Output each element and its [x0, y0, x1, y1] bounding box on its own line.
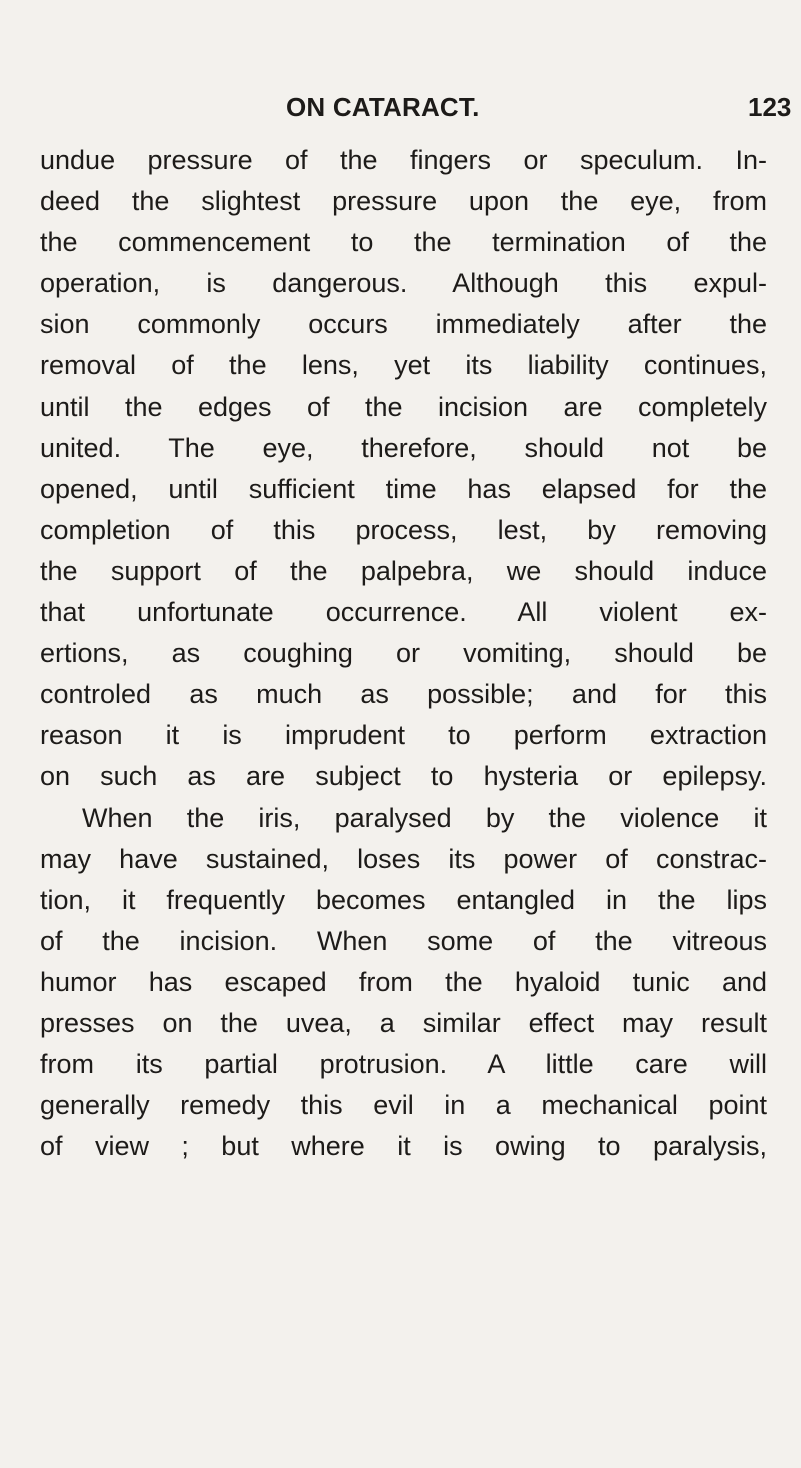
text-line: deed the slightest pressure upon the eye, from: [40, 186, 767, 217]
text-line: of view ; but where it is owing to paralysis,: [40, 1131, 767, 1162]
text-line: that unfortunate occurrence. All violent ex-: [40, 597, 767, 628]
text-line: generally remedy this evil in a mechanical point: [40, 1090, 767, 1121]
text-line: undue pressure of the fingers or speculum. In-: [40, 145, 767, 175]
text-line: may have sustained, loses its power of constrac-: [40, 843, 767, 874]
text-line: united. The eye, therefore, should not be: [40, 432, 767, 463]
text-line: from its partial protrusion. A little care will: [40, 1049, 767, 1080]
text-line: sion commonly occurs immediately after the: [40, 309, 767, 340]
text-line: tion, it frequently becomes entangled in the lips: [40, 884, 767, 915]
text-line: of the incision. When some of the vitreous: [40, 925, 767, 956]
page-number: 123: [748, 92, 792, 122]
text-line: humor has escaped from the hyaloid tunic and: [40, 966, 767, 997]
text-line: opened, until sufficient time has elapsed for the: [40, 473, 767, 504]
text-line: until the edges of the incision are completely: [40, 391, 767, 422]
running-title: ON CATARACT.: [286, 92, 480, 122]
text-line: reason it is imprudent to perform extraction: [40, 720, 767, 751]
text-line: removal of the lens, yet its liability continues,: [40, 350, 767, 381]
text-line: completion of this process, lest, by removing: [40, 514, 767, 545]
text-line: on such as are subject to hysteria or epilepsy.: [40, 761, 767, 792]
text-line: operation, is dangerous. Although this expul-: [40, 268, 767, 299]
paragraph-start-line: When the iris, paralysed by the violence it: [82, 802, 767, 833]
text-line: the support of the palpebra, we should induce: [40, 555, 767, 586]
text-line: the commencement to the termination of the: [40, 227, 767, 258]
text-line: presses on the uvea, a similar effect may result: [40, 1007, 767, 1038]
text-line: ertions, as coughing or vomiting, should be: [40, 638, 767, 669]
text-line: controled as much as possible; and for this: [40, 679, 767, 710]
page-header: [0, 92, 801, 132]
body-text: [40, 140, 767, 1167]
